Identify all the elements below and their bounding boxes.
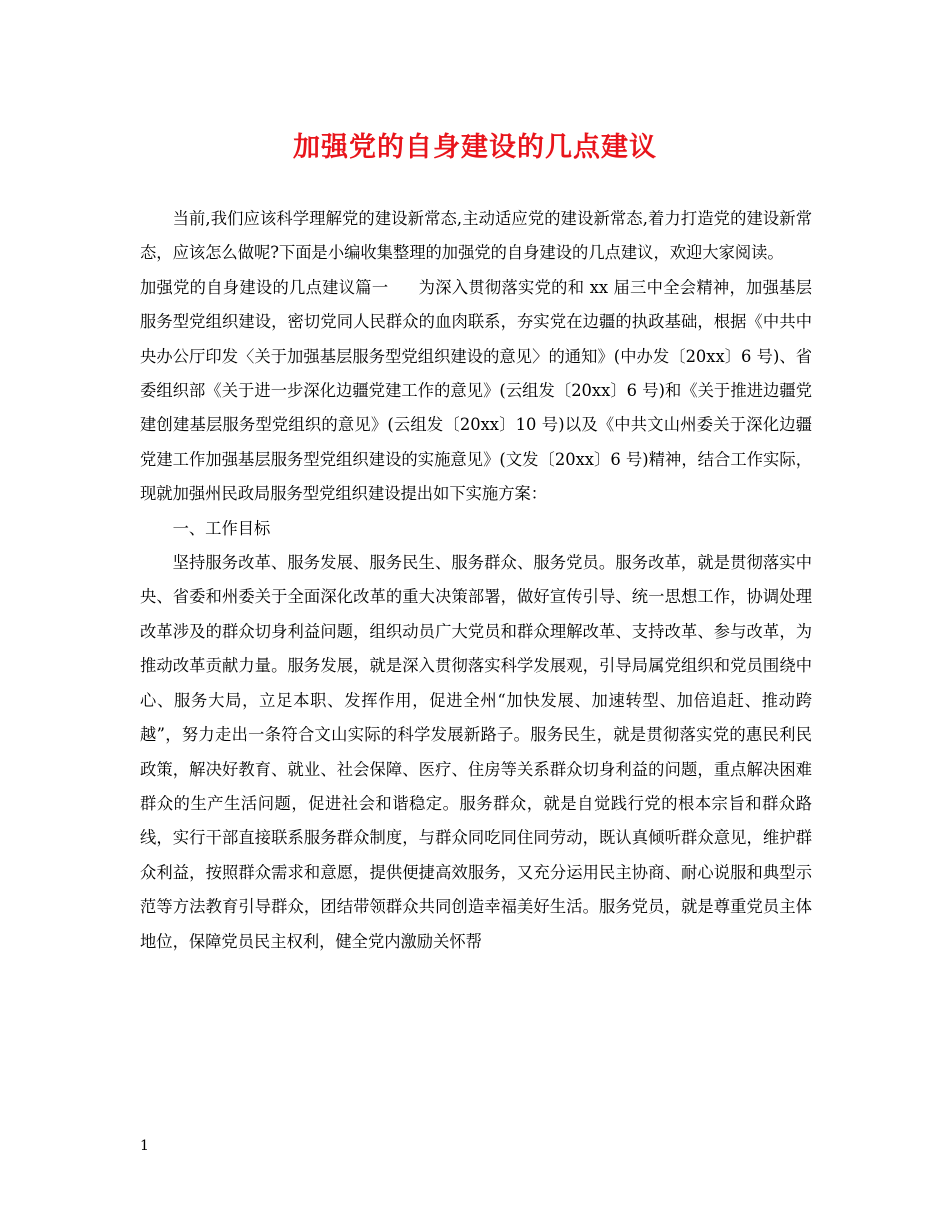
subsection-heading: 一、工作目标 xyxy=(172,518,271,538)
section-paragraph-text: 为深入贯彻落实党的和 xx 届三中全会精神，加强基层服务型党组织建设，密切党同人民群众的血肉联系，夯实党在边疆的执政基础，根据《中共中央办公厅印发〈关于加强基层服务型党组织建设的意见〉的通知》(中办发〔20xx〕6 号)、省委组织部《关于进一步深化边疆党建工作的意见》(云组发〔20xx〕6 号)和《关于推进边疆党建创建基层服务型党组织的意见》(云组发〔20xx〕10 号)以及《中共文山州委关于深化边疆党建工作加强基层服务型党组织建设的实施意见》(文发〔20xx〕6 号)精神，结合工作实际，现就加强州民政局服务型党组织建设提出如下实施方案： xyxy=(140,277,812,504)
section-paragraph xyxy=(140,271,812,512)
document-title: 加强党的自身建设的几点建议 xyxy=(293,132,657,163)
section-heading: 加强党的自身建设的几点建议篇一 xyxy=(140,277,389,297)
document-body xyxy=(140,202,812,959)
intro-paragraph: 当前,我们应该科学理解党的建设新常态,主动适应党的建设新常态,着力打造党的建设新常态，应该怎么做呢?下面是小编收集整理的加强党的自身建设的几点建议，欢迎大家阅读。 xyxy=(140,209,812,263)
page-number: 1 xyxy=(140,1138,149,1154)
goals-paragraph: 坚持服务改革、服务发展、服务民生、服务群众、服务党员。服务改革，就是贯彻落实中央、省委和州委关于全面深化改革的重大决策部署，做好宣传引导、统一思想工作，协调处理改革涉及的群众切身利益问题，组织动员广大党员和群众理解改革、支持改革、参与改革，为推动改革贡献力量。服务发展，就是深入贯彻落实科学发展观，引导局属党组织和党员围绕中心、服务大局，立足本职、发挥作用，促进全州“加快发展、加速转型、加倍追赶、推动跨越”，努力走出一条符合文山实际的科学发展新路子。服务民生，就是贯彻落实党的惠民利民政策，解决好教育、就业、社会保障、医疗、住房等关系群众切身利益的问题，重点解决困难群众的生产生活问题，促进社会和谐稳定。服务群众，就是自觉践行党的根本宗旨和群众路线，实行干部直接联系服务群众制度，与群众同吃同住同劳动，既认真倾听群众意见，维护群众利益，按照群众需求和意愿，提供便捷高效服务，又充分运用民主协商、耐心说服和典型示范等方法教育引导群众，团结带领群众共同创造幸福美好生活。服务党员，就是尊重党员主体地位，保障党员民主权利，健全党内激励关怀帮 xyxy=(140,553,812,951)
